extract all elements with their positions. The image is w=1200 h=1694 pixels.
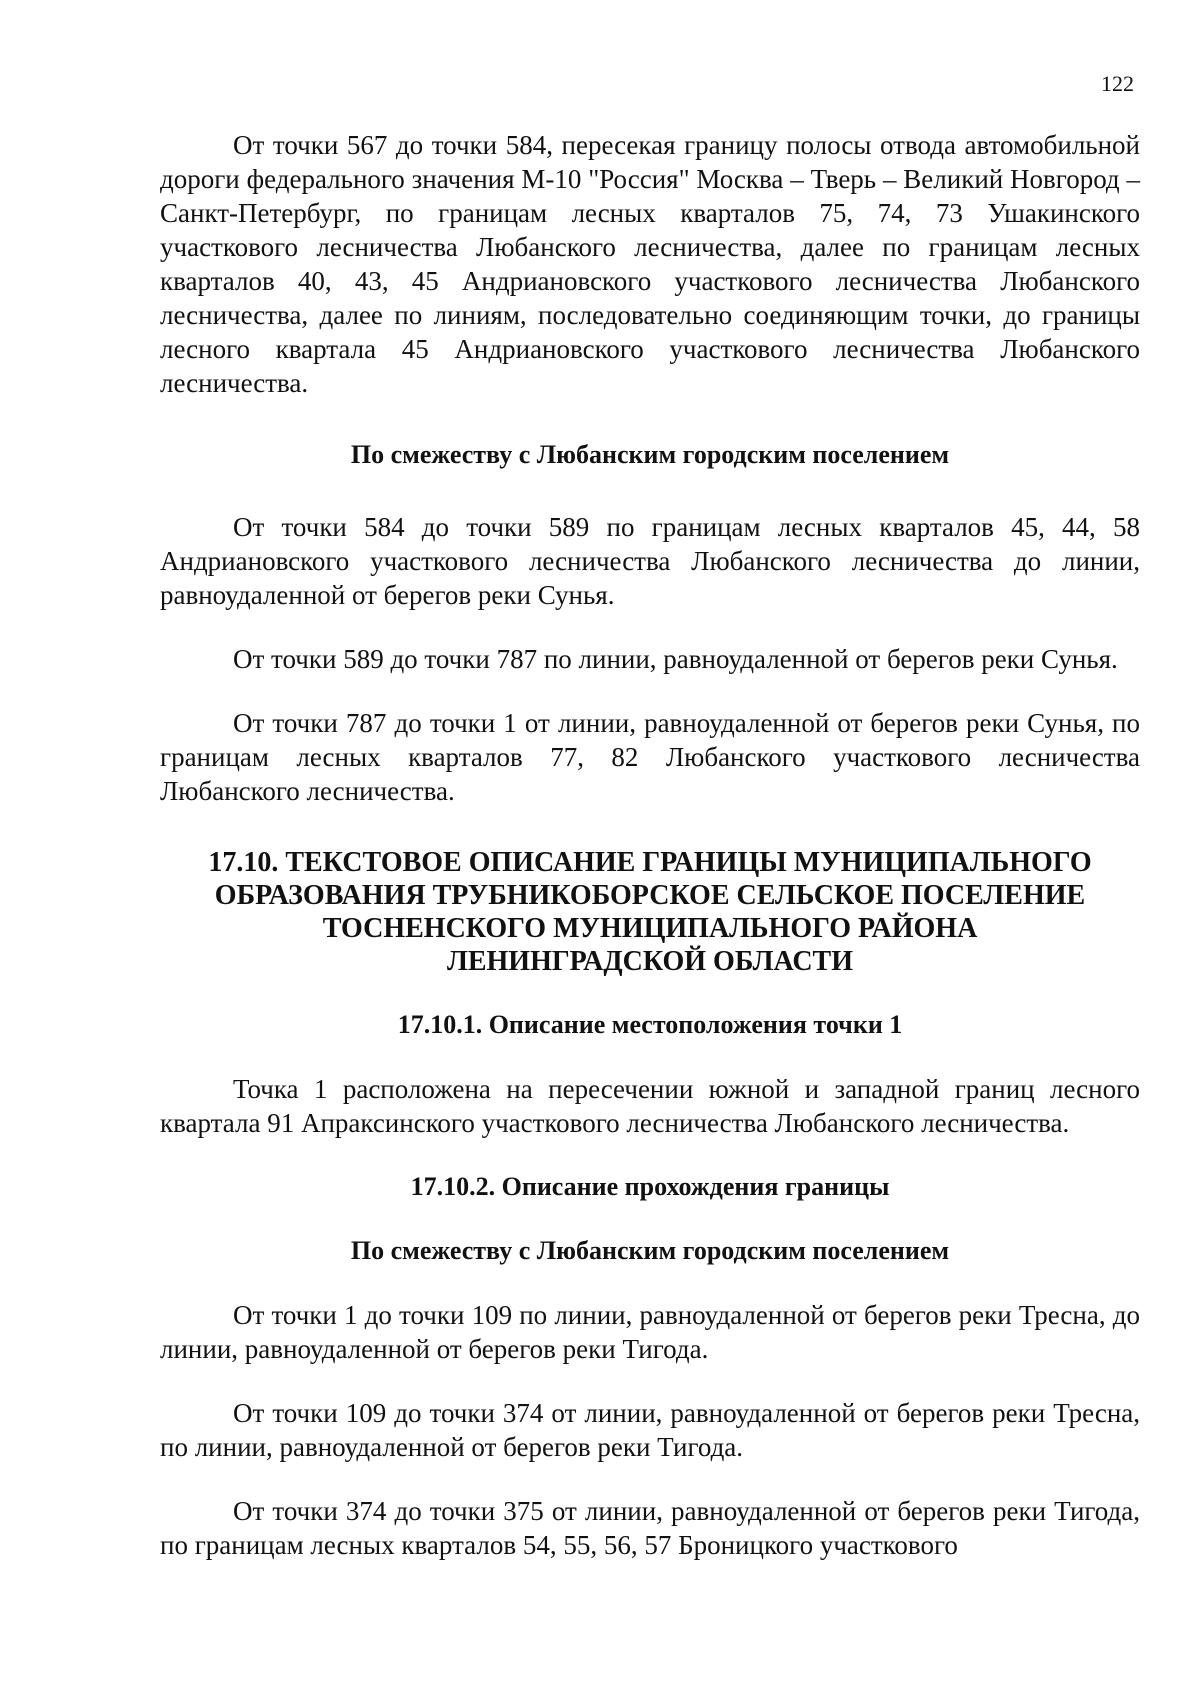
subheading-17-10-2: 17.10.2. Описание прохождения границы	[410, 1172, 890, 1201]
paragraph-374-375: От точки 374 до точки 375 от линии, равноудаленной от берегов реки Тигода, по границам лесных кварталов 54, 55, 56, 57 Броницкого участкового	[160, 1496, 1140, 1560]
paragraph-787-1: От точки 787 до точки 1 от линии, равноудаленной от берегов реки Сунья, по границам лесных кварталов 77, 82 Любанского участкового лесничества Любанского лесничества.	[160, 708, 1140, 806]
paragraph-point-1: Точка 1 расположена на пересечении южной и западной границ лесного квартала 91 Апраксинского участкового лесничества Любанского лесничества.	[160, 1074, 1140, 1138]
document-body	[160, 128, 1140, 1562]
paragraph-109-374: От точки 109 до точки 374 от линии, равноудаленной от берегов реки Тресна, по линии, равноудаленной от берегов реки Тигода.	[160, 1398, 1140, 1462]
section-heading-17-10	[160, 846, 1140, 978]
section-heading-line-3: ТОСНЕНСКОГО МУНИЦИПАЛЬНОГО РАЙОНА	[322, 913, 978, 944]
subheading-lyuban-adjacency: По смежеству с Любанским городским поселением	[350, 440, 950, 469]
subheading-lyuban-adjacency-2: По смежеству с Любанским городским поселением	[350, 1236, 950, 1265]
paragraph-567-584: От точки 567 до точки 584, пересекая границу полосы отвода автомобильной дороги федерального значения М-10 "Россия" Москва – Тверь – Великий Новгород – Санкт-Петербург, по границам лесных кварталов 75, 74, 73 Ушакинского участкового лесничества Любанского лесничества, далее по границам лесных кварталов 40, 43, 45 Андриановского участкового лесничества Любанского лесничества, далее по линиям, последовательно соединяющим точки, до границы лесного квартала 45 Андриановского участкового лесничества Любанского лесничества.	[160, 130, 1140, 398]
paragraph-589-787: От точки 589 до точки 787 по линии, равноудаленной от берегов реки Сунья.	[233, 644, 1118, 674]
section-heading-line-4: ЛЕНИНГРАДСКОЙ ОБЛАСТИ	[446, 946, 854, 977]
page-number: 122	[1101, 71, 1134, 96]
paragraph-584-589: От точки 584 до точки 589 по границам лесных кварталов 45, 44, 58 Андриановского участкового лесничества Любанского лесничества до линии, равноудаленной от берегов реки Сунья.	[160, 512, 1140, 610]
section-heading-line-2: ОБРАЗОВАНИЯ ТРУБНИКОБОРСКОЕ СЕЛЬСКОЕ ПОСЕЛЕНИЕ	[214, 880, 1086, 911]
paragraph-1-109: От точки 1 до точки 109 по линии, равноудаленной от берегов реки Тресна, до линии, равноудаленной от берегов реки Тигода.	[160, 1300, 1140, 1364]
subheading-17-10-1: 17.10.1. Описание местоположения точки 1	[397, 1010, 903, 1039]
section-heading-line-1: 17.10. ТЕКСТОВОЕ ОПИСАНИЕ ГРАНИЦЫ МУНИЦИПАЛЬНОГО	[208, 847, 1092, 878]
